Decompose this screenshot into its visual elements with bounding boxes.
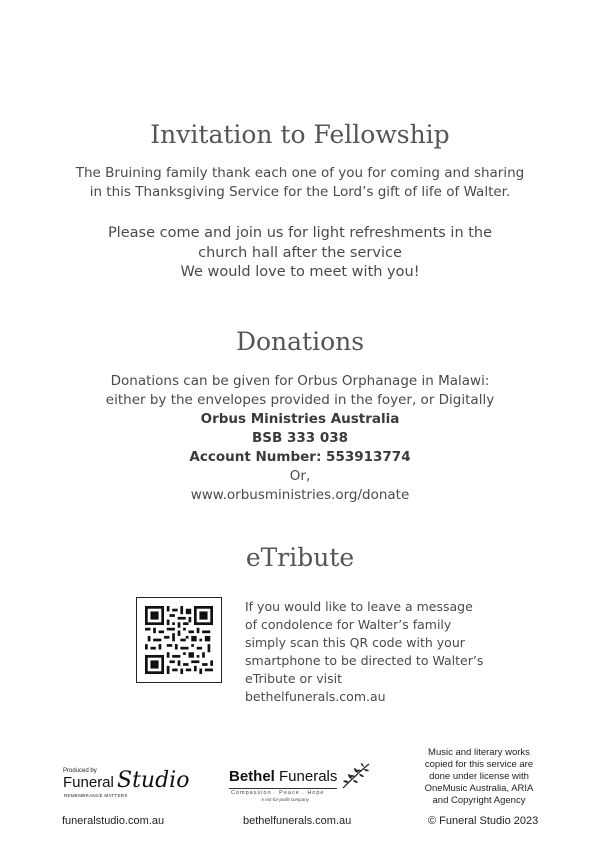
funeral-studio-logo	[63, 768, 190, 804]
donations-line: Donations can be given for Orbus Orphanage in Malawi:	[110, 373, 490, 389]
license-line: done under license with	[429, 771, 529, 782]
fellowship-line: The Bruining family thank each one of you for coming and sharing	[75, 165, 525, 181]
bethel-funerals-link[interactable]: bethelfunerals.com.au	[243, 815, 352, 827]
etribute-line: of condolence for Walter’s family	[245, 617, 452, 632]
license-line: copied for this service are	[424, 759, 534, 770]
refreshments-line: church hall after the service	[198, 244, 402, 261]
qr-code[interactable]	[136, 597, 222, 683]
copyright-text: © Funeral Studio 2023	[428, 815, 539, 827]
bethel-logo-name-bold: Bethel	[229, 768, 275, 785]
etribute-paragraph	[245, 598, 485, 706]
olive-branch-icon	[341, 762, 371, 790]
produced-by-label: Produced by	[63, 768, 97, 774]
donations-or: Or,	[289, 468, 311, 484]
funeral-studio-link[interactable]: funeralstudio.com.au	[62, 815, 165, 827]
refreshments-line: We would love to meet with you!	[180, 264, 420, 280]
etribute-line: simply scan this QR code with your	[245, 635, 465, 650]
donations-paragraph	[0, 372, 600, 505]
etribute-line: eTribute or visit bethelfunerals.com.au	[245, 671, 386, 704]
license-note	[418, 747, 540, 807]
etribute-title: eTribute	[245, 543, 355, 572]
license-line: Music and literary works	[428, 747, 530, 758]
fellowship-title: Invitation to Fellowship	[150, 120, 450, 149]
refreshments-paragraph	[0, 224, 600, 283]
license-line: OneMusic Australia, ARIA	[424, 783, 534, 794]
bethel-logo-tagline: Compassion . Peace . Hope	[231, 790, 325, 796]
donations-line: either by the envelopes provided in the foyer, or Digitally	[105, 392, 495, 408]
donations-bsb: BSB 333 038	[251, 430, 349, 446]
license-line: and Copyright Agency	[432, 795, 526, 806]
etribute-line: smartphone to be directed to Walter’s	[245, 653, 484, 668]
donations-url[interactable]: www.orbusministries.org/donate	[190, 487, 410, 503]
fellowship-paragraph	[0, 164, 600, 202]
qr-code-pattern	[145, 606, 213, 674]
refreshments-line: Please come and join us for light refreshments in the	[107, 225, 493, 241]
bethel-logo-name	[229, 768, 337, 785]
donations-title: Donations	[235, 327, 365, 356]
donations-account: Account Number: 553913774	[189, 449, 411, 465]
bethel-logo-divider	[229, 788, 337, 789]
bethel-logo-name-rest: Funerals	[274, 768, 338, 785]
bethel-logo-subtitle: A not-for-profit company	[261, 797, 310, 802]
etribute-line: If you would like to leave a message	[245, 599, 473, 614]
funeral-studio-logo-name: Funeral	[63, 774, 114, 791]
bethel-funerals-logo	[227, 760, 377, 805]
fellowship-line: in this Thanksgiving Service for the Lord’s gift of life of Walter.	[89, 184, 511, 200]
funeral-studio-logo-script: Studio	[117, 768, 190, 793]
donations-org: Orbus Ministries Australia	[200, 411, 400, 427]
funeral-studio-logo-tagline: REMEMBRANCE MATTERS	[64, 793, 128, 798]
